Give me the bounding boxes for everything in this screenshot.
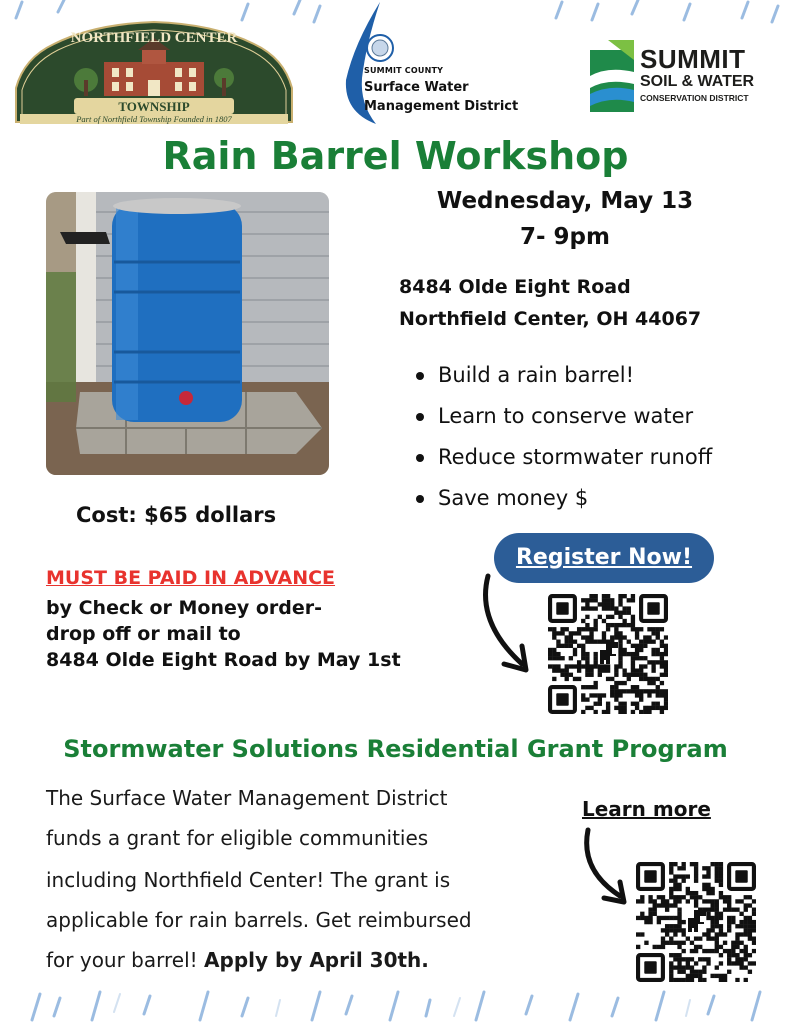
event-time: 7- 9pm bbox=[520, 224, 610, 250]
payment-line1: by Check or Money order- bbox=[46, 597, 323, 619]
payment-line2: drop off or mail to bbox=[46, 623, 241, 645]
list-item: Reduce stormwater runoff bbox=[414, 442, 784, 483]
rain-barrel-photo bbox=[46, 192, 329, 475]
grant-text-line: for your barrel! bbox=[46, 948, 198, 972]
northfield-center-township-logo bbox=[14, 18, 294, 124]
payment-warning: MUST BE PAID IN ADVANCE bbox=[46, 567, 336, 589]
swmd-name-line1: Surface Water bbox=[364, 80, 469, 95]
page-title: Rain Barrel Workshop bbox=[162, 134, 629, 178]
learn-more-link[interactable]: Learn more bbox=[582, 797, 711, 821]
register-now-button[interactable]: Register Now! bbox=[494, 533, 714, 583]
grant-text-line: including Northfield Center! The grant is bbox=[46, 868, 451, 892]
curved-arrow-icon bbox=[476, 572, 536, 682]
swmd-county-label: SUMMIT COUNTY bbox=[364, 66, 444, 75]
benefits-list bbox=[414, 360, 784, 524]
cost-label: Cost: $65 dollars bbox=[76, 503, 277, 527]
payment-line3: 8484 Olde Eight Road by May 1st bbox=[46, 649, 401, 671]
northfield-logo-township: TOWNSHIP bbox=[118, 99, 190, 114]
northfield-logo-tagline: Part of Northfield Township Founded in 1807 bbox=[76, 114, 232, 124]
event-address-line2: Northfield Center, OH 44067 bbox=[399, 308, 702, 330]
swmd-name-line2: Management District bbox=[364, 99, 519, 114]
event-date: Wednesday, May 13 bbox=[436, 188, 694, 214]
learn-more-qr-code[interactable] bbox=[636, 862, 756, 982]
grant-text-line: applicable for rain barrels. Get reimbursed bbox=[46, 908, 472, 932]
summit-logo-line1: SUMMIT bbox=[640, 44, 746, 74]
grant-text-line: funds a grant for eligible communities bbox=[46, 826, 429, 850]
summit-logo-line3: CONSERVATION DISTRICT bbox=[640, 93, 749, 103]
summit-logo-line2: SOIL & WATER bbox=[640, 73, 755, 90]
grant-deadline: Apply by April 30th. bbox=[204, 948, 429, 972]
grant-section-title: Stormwater Solutions Residential Grant Program bbox=[63, 735, 728, 763]
grant-text-line: The Surface Water Management District bbox=[46, 786, 448, 810]
register-qr-code[interactable] bbox=[548, 594, 668, 714]
list-item: Learn to conserve water bbox=[414, 401, 784, 442]
list-item: Save money $ bbox=[414, 483, 784, 524]
list-item: Build a rain barrel! bbox=[414, 360, 784, 401]
event-address-line1: 8484 Olde Eight Road bbox=[399, 276, 631, 298]
grant-text-line-final bbox=[46, 948, 429, 972]
northfield-logo-title: NORTHFIELD CENTER bbox=[70, 30, 238, 46]
curved-arrow-icon bbox=[578, 826, 634, 912]
